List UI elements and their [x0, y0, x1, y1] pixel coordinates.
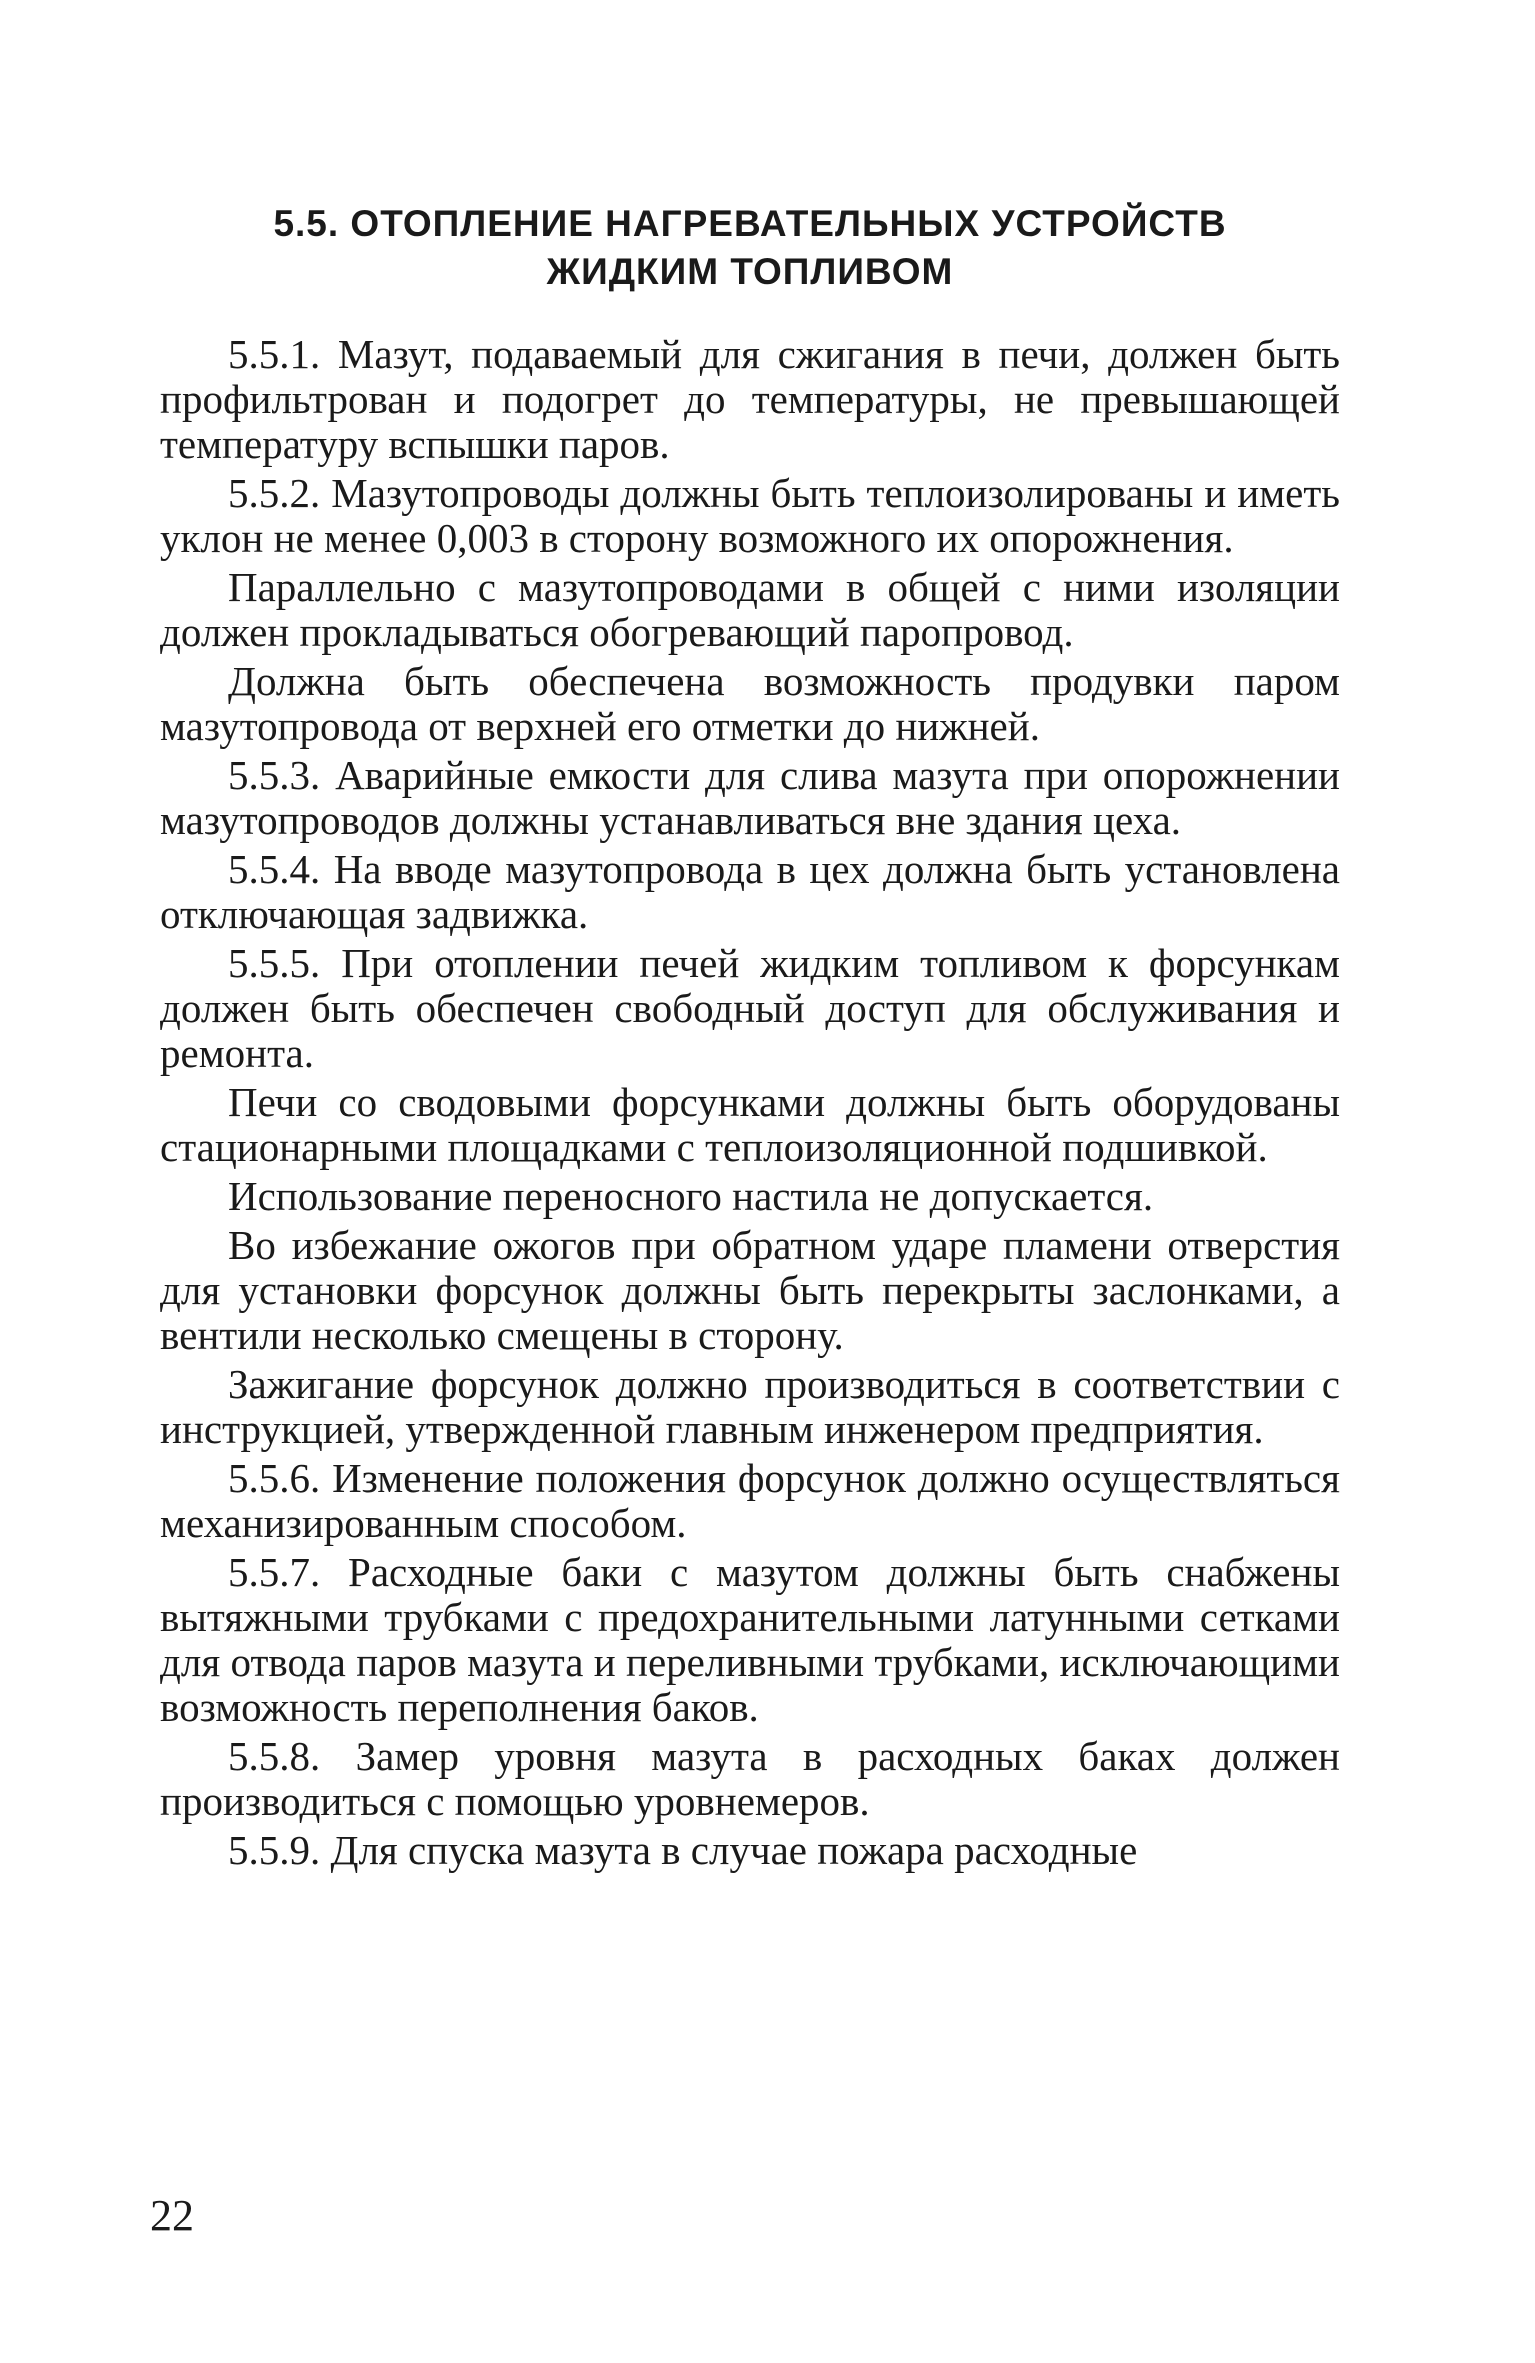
paragraph-burn-prevention: Во избежание ожогов при обратном ударе пламени отверстия для установки форсунок должны быть перекрыты заслонками, а вентили несколько смещены в сторону. — [160, 1222, 1340, 1358]
page-content — [160, 200, 1340, 1877]
paragraph-platforms: Печи со сводовыми форсунками должны быть оборудованы стационарными площадками с теплоизоляционной подшивкой. — [160, 1079, 1340, 1170]
paragraph-5-5-9: 5.5.9. Для спуска мазута в случае пожара расходные — [228, 1827, 1138, 1873]
paragraph-5-5-6: 5.5.6. Изменение положения форсунок должно осуществляться механизированным способом. — [160, 1455, 1340, 1546]
paragraph-portable-deck: Использование переносного настила не допускается. — [228, 1173, 1154, 1219]
paragraph-5-5-7: 5.5.7. Расходные баки с мазутом должны быть снабжены вытяжными трубками с предохранительными латунными сетками для отвода паров мазута и переливными трубками, исключающими возможность переполнения баков. — [160, 1549, 1340, 1730]
paragraph-5-5-1: 5.5.1. Мазут, подаваемый для сжигания в печи, должен быть профильтрован и подогрет до температуры, не превышающей температуру вспышки паров. — [160, 331, 1340, 467]
page-number: 22 — [150, 2191, 194, 2240]
paragraph-5-5-4: 5.5.4. На вводе мазутопровода в цех должна быть установлена отключающая задвижка. — [160, 846, 1340, 937]
paragraph-5-5-5: 5.5.5. При отоплении печей жидким топливом к форсункам должен быть обеспечен свободный доступ для обслуживания и ремонта. — [160, 940, 1340, 1076]
paragraph-ignition: Зажигание форсунок должно производиться в соответствии с инструкцией, утвержденной главным инженером предприятия. — [160, 1361, 1340, 1452]
section-heading-line-2: ЖИДКИМ ТОПЛИВОМ — [546, 251, 954, 292]
section-heading-line-1: 5.5. ОТОПЛЕНИЕ НАГРЕВАТЕЛЬНЫХ УСТРОЙСТВ — [273, 203, 1227, 244]
paragraph-steam-pipe: Параллельно с мазутопроводами в общей с ними изоляции должен прокладываться обогревающий паропровод. — [160, 564, 1340, 655]
paragraph-5-5-8: 5.5.8. Замер уровня мазута в расходных баках должен производиться с помощью уровнемеров. — [160, 1733, 1340, 1824]
paragraph-5-5-3: 5.5.3. Аварийные емкости для слива мазута при опорожнении мазутопроводов должны устанавливаться вне здания цеха. — [160, 752, 1340, 843]
paragraph-purge: Должна быть обеспечена возможность продувки паром мазутопровода от верхней его отметки до нижней. — [160, 658, 1340, 749]
section-heading — [160, 200, 1340, 296]
paragraph-5-5-2: 5.5.2. Мазутопроводы должны быть теплоизолированы и иметь уклон не менее 0,003 в сторону возможного их опорожнения. — [160, 470, 1340, 561]
